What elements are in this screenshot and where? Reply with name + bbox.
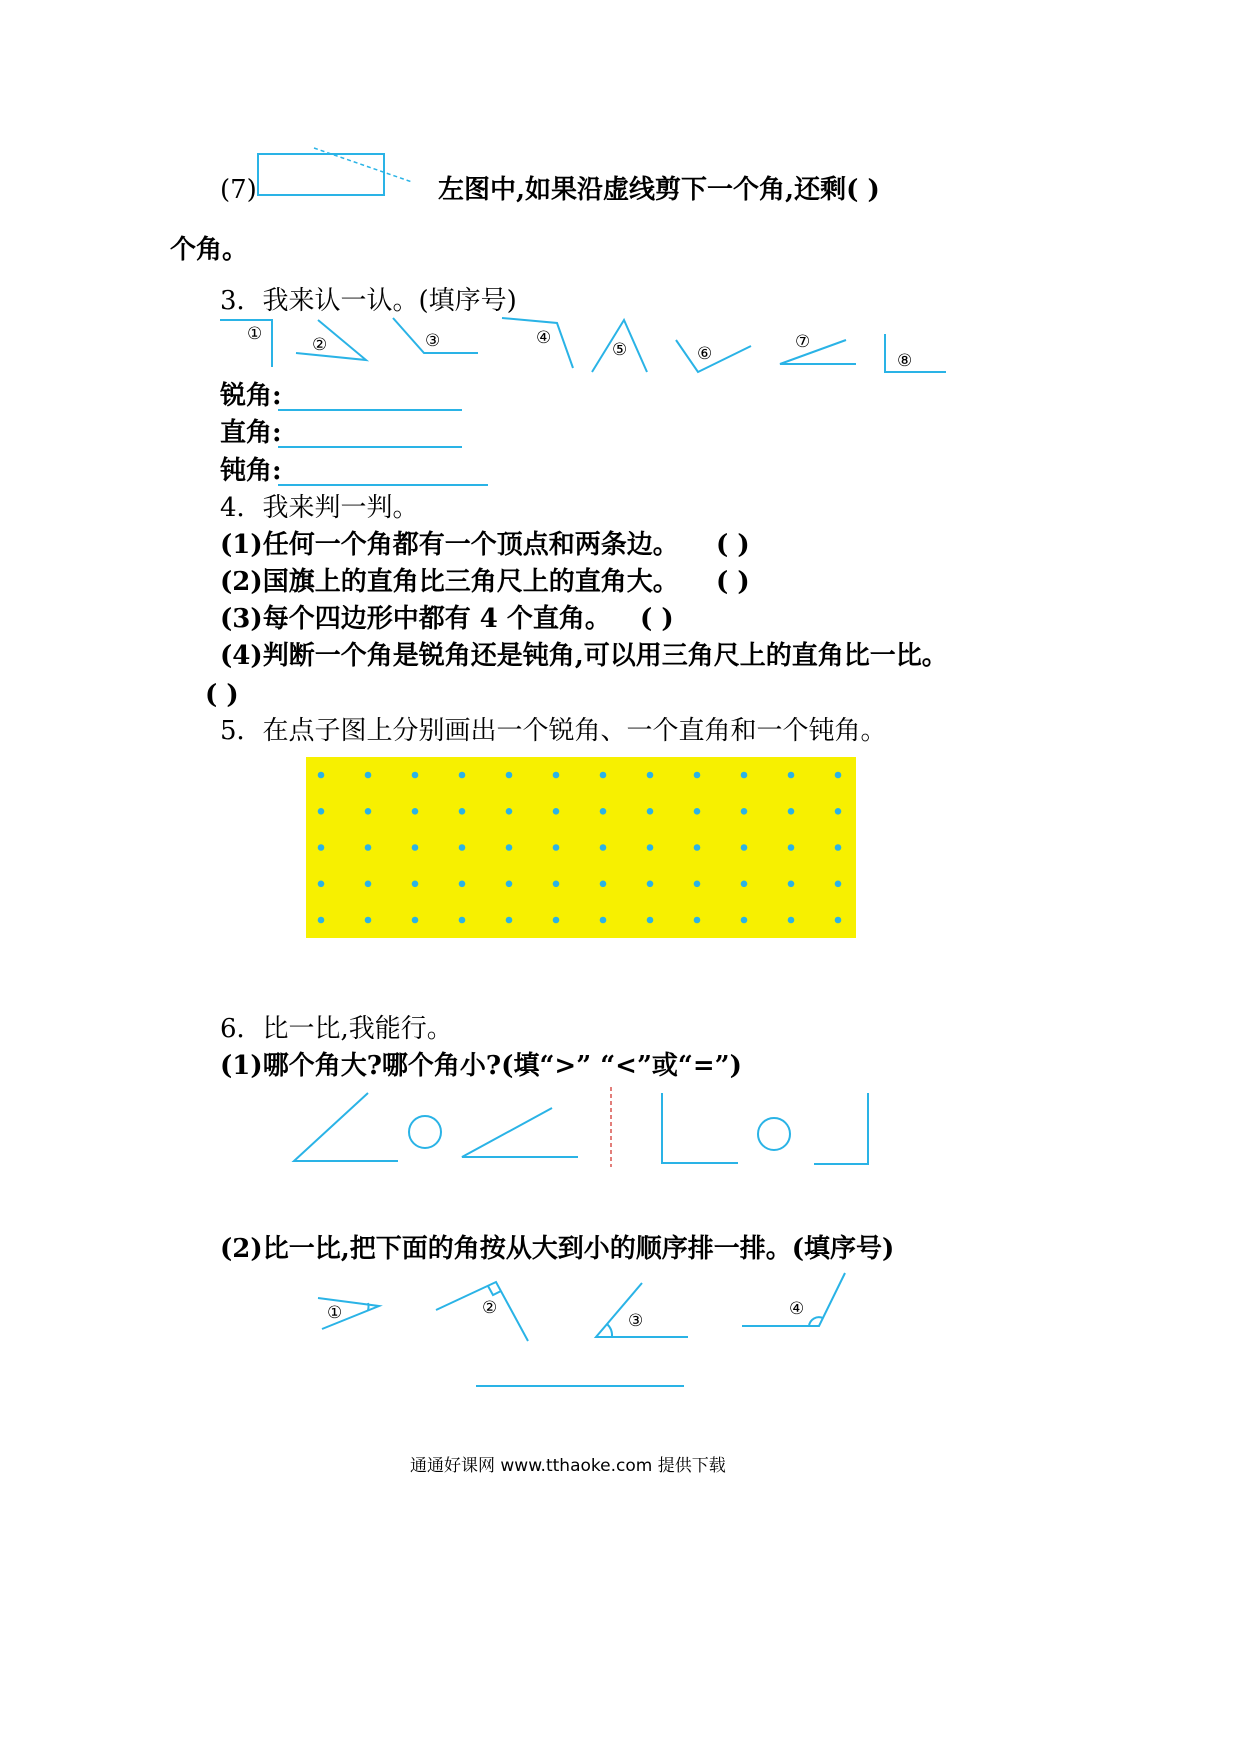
q4-item-2: (2)国旗上的直角比三角尺上的直角大。 [220,567,679,597]
q7-number: (7) [220,175,257,205]
q6-sub2: (2)比一比,把下面的角按从大到小的顺序排一排。(填序号) [220,1234,895,1264]
right-label: 直角: [220,418,282,448]
q4-item-1-paren: ( ) [716,530,750,560]
mark-5: ⑤ [612,340,628,360]
q3-title: 3．我来认一认。(填序号) [220,286,517,316]
q4-item-4: (4)判断一个角是锐角还是钝角,可以用三角尺上的直角比一比。 [220,641,948,671]
order-angle-3-arc [607,1324,612,1337]
q4-item-3: (3)每个四边形中都有 4 个直角。 [220,604,611,634]
q4-item-1: (1)任何一个角都有一个顶点和两条边。 [220,530,679,560]
q4-item-3-paren: ( ) [640,604,674,634]
order-mark-2: ② [482,1298,498,1318]
q4-item-2-paren: ( ) [716,567,750,597]
order-mark-3: ③ [628,1311,644,1331]
mark-6: ⑥ [697,344,713,364]
q4-item-4-paren: ( ) [205,680,239,710]
mark-3: ③ [425,331,441,351]
mark-7: ⑦ [795,332,811,352]
obtuse-label: 钝角: [220,456,282,486]
q7-question-text: 左图中,如果沿虚线剪下一个角,还剩( ) [438,175,880,205]
mark-2: ② [312,335,328,355]
acute-label: 锐角: [220,381,282,411]
order-angle-1-arc [368,1303,369,1310]
mark-1: ① [247,324,263,344]
q6-sub1: (1)哪个角大?哪个角小?(填“>” “<”或“=”) [220,1051,742,1081]
mark-8: ⑧ [897,351,913,371]
q6-title: 6．比一比,我能行。 [220,1014,453,1044]
q5-title: 5．在点子图上分别画出一个锐角、一个直角和一个钝角。 [220,716,887,746]
order-mark-4: ④ [789,1299,805,1319]
order-mark-1: ① [327,1303,343,1323]
q7-question-continuation: 个角。 [170,235,249,265]
footer-text: 通通好课网 www.tthaoke.com 提供下载 [410,1456,726,1476]
mark-4: ④ [536,328,552,348]
q4-title: 4．我来判一判。 [220,493,419,523]
